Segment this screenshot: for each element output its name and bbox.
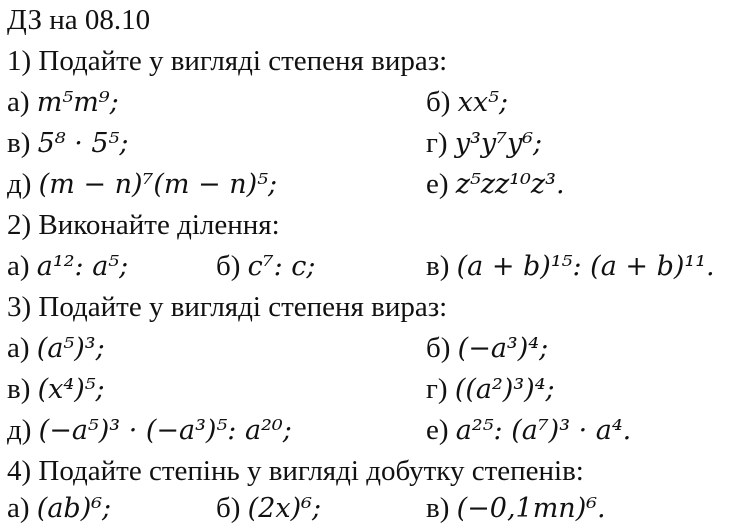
math-expression: (−a⁵)³ · (−a³)⁵: a²⁰; [38,415,292,446]
item-label: г) [426,127,448,159]
task1-heading: 1) Подайте у вигляді степеня вираз: [7,45,448,77]
task1-item-d [7,170,277,199]
item-label: а) [7,250,30,282]
item-label: а) [7,492,30,524]
item-label: а) [7,332,30,364]
math-expression: (a + b)¹⁵: (a + b)¹¹. [456,251,715,282]
item-label: е) [426,414,449,446]
math-expression: (ab)⁶; [36,493,112,524]
math-expression: m⁵m⁹; [36,87,119,118]
task3-heading: 3) Подайте у вигляді степеня вираз: [7,291,448,323]
task1-item-a [7,88,119,117]
task1-item-v [7,129,128,158]
task4-item-a [7,494,111,523]
task3-item-d [7,416,292,445]
math-expression: 5⁸ · 5⁵; [37,128,129,159]
task2-item-b [216,252,316,281]
math-expression: (x⁴)⁵; [37,374,105,405]
task3-item-v [7,375,105,404]
math-expression: a¹²: a⁵; [36,251,129,282]
item-label: г) [426,373,448,405]
task3-item-a [7,334,105,363]
item-label: б) [216,492,241,524]
task3-item-b [426,334,548,363]
item-label: в) [7,127,31,159]
math-expression: (2x)⁶; [247,493,322,524]
item-label: в) [426,250,450,282]
task1-item-b [426,88,508,117]
task4-item-v [426,494,606,523]
item-label: б) [216,250,241,282]
item-label: в) [426,492,450,524]
math-expression: (−a³)⁴; [457,333,549,364]
task2-item-v [426,252,715,281]
page-title: ДЗ на 08.10 [7,4,151,36]
item-label: в) [7,373,31,405]
math-expression: a²⁵: (a⁷)³ · a⁴. [455,415,632,446]
math-expression: y³y⁷y⁶; [454,128,543,159]
task3-item-g [426,375,555,404]
item-label: б) [426,332,451,364]
item-label: д) [7,168,32,200]
item-label: е) [426,168,449,200]
math-expression: ((a²)³)⁴; [454,374,555,405]
task1-item-e [426,170,565,199]
task2-item-a [7,252,128,281]
item-label: б) [426,86,451,118]
item-label: д) [7,414,32,446]
math-expression: z⁵zz¹⁰z³. [455,169,565,200]
math-expression: (a⁵)³; [36,333,105,364]
task4-item-b [216,494,321,523]
math-expression: (m − n)⁷(m − n)⁵; [38,169,278,200]
task3-item-e [426,416,631,445]
task1-item-g [426,129,542,158]
math-expression: c⁷: c; [247,251,316,282]
item-label: а) [7,86,30,118]
task4-heading: 4) Подайте степінь у вигляді добутку степенів: [7,455,584,487]
math-expression: xx⁵; [457,87,509,118]
task2-heading: 2) Виконайте ділення: [7,209,280,241]
math-expression: (−0,1mn)⁶. [456,493,606,524]
